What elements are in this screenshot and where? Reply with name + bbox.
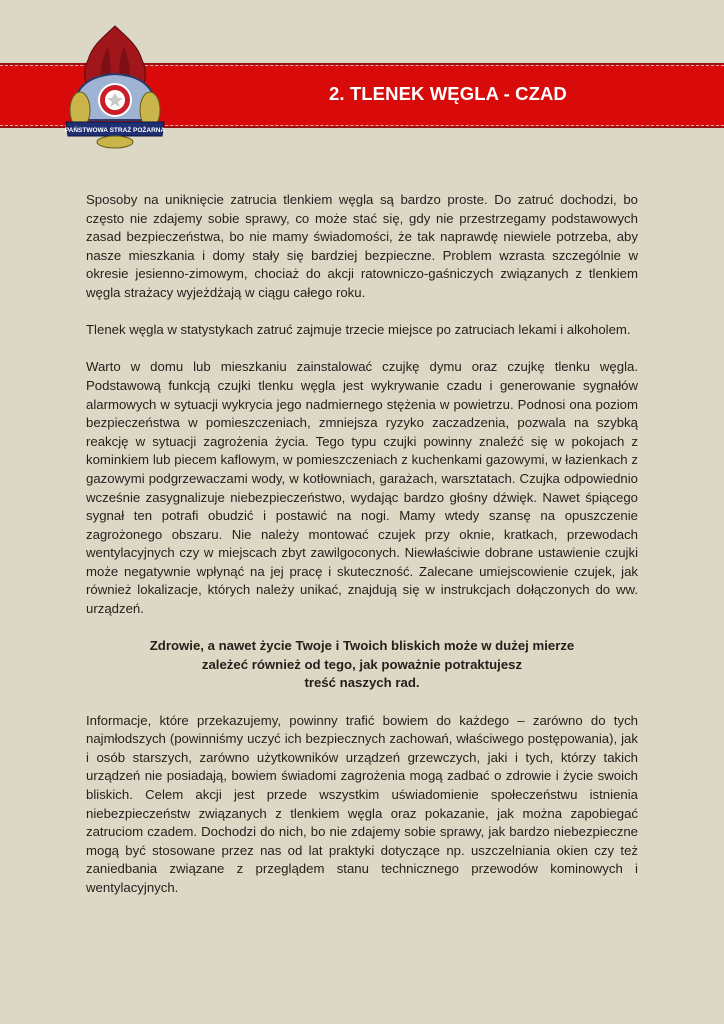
paragraph-statistics: Tlenek węgla w statystykach zatruć zajmuje trzecie miejsce po zatruciach lekami i alkoholem. [86,322,631,338]
article-body [86,191,638,916]
paragraph-detectors: Warto w domu lub mieszkaniu zainstalować czujkę dymu oraz czujkę tlenku węgla. Podstawową funkcją czujki tlenku węgla jest wykrywanie czadu i generowanie sygnałów alarmowych w sytuacji wykrycia jego nadmiernego stężenia w powietrzu. Podnosi ona poziom bezpieczeństwa w pomieszczeniach, zmniejsza ryzyko zaczadzenia, pozwala na szybką reakcję w sytuacji zagrożenia życia. Tego typu czujki powinny znaleźć się w pokojach z kominkiem lub piecem kaflowym, w pomieszczeniach z kuchenkami gazowymi, w łazienkach z gazowymi podgrzewaczami wody, w kotłowniach, garażach, warsztatach. Czujka odpowiednio wcześnie zasygnalizuje niebezpieczeństwo, wydając bardzo głośny dźwięk. Nawet śpiącego sygnał ten potrafi obudzić i postawić na nogi. Mamy wtedy szansę na opuszczenie zagrożonego obszaru. Nie należy montować czujek przy oknie, kratkach, przewodach wentylacyjnych czy w miejscach zbyt zawilgoconych. Niewłaściwie dobrane ustawienie czujki może negatywnie wpłynąć na jej pracę i skuteczność. Zalecane umiejscowienie czujek, jak również lokalizacje, których należy unikać, znajdują się w instrukcjach dołączonych do ww. urządzeń. [86,359,638,617]
emblem-text: PAŃSTWOWA STRAŻ POŻARNA [64,127,166,134]
fire-service-emblem-icon [62,24,168,152]
paragraph-intro: Sposoby na uniknięcie zatrucia tlenkiem węgla są bardzo proste. Do zatruć dochodzi, bo często nie zdajemy sobie sprawy, co może stać się, gdy nie przestrzegamy podstawowych zasad bezpieczeństwa, bo nie mamy świadomości, że tak naprawdę niewiele potrzeba, aby nasze mieszkania i domy stały się bardziej bezpieczne. Problem wzrasta szczególnie w okresie jesienno-zimowym, chociaż do akcji ratowniczo-gaśniczych związanych z tlenkiem węgla strażacy wyjeżdżają w ciągu całego roku. [86,192,638,300]
page-title: 2. TLENEK WĘGLA - CZAD [329,83,567,104]
callout-line: zależeć również od tego, jak poważnie potraktujesz [201,656,523,672]
paragraph-closing: Informacje, które przekazujemy, powinny trafić bowiem do każdego – zarówno do tych najmłodszych (powinniśmy uczyć ich bezpiecznych zachowań, właściwego postępowania), jak i osób starszych, zarówno użytkowników urządzeń grzewczych, jaki i tych, którzy takich urządzeń nie posiadają, bowiem świadomi zagrożenia mogą zadbać o zdrowie i życie swoich bliskich. Celem akcji jest przede wszystkim uświadomienie społeczeństwu istnienia niebezpieczeństw związanych z tlenkiem węgla oraz pokazanie, jak można zapobiegać zatruciom czadem. Dochodzi do nich, bo nie zdajemy sobie sprawy, jak bardzo niebezpieczne mogą być stosowane przez nas od lat praktyki dotyczące np. uszczelniania okien czy też zaniedbania związane z przeglądem stanu technicznego przewodów kominowych i wentylacyjnych. [86,712,638,895]
callout-line: treść naszych rad. [304,675,420,691]
callout-line: Zdrowie, a nawet życie Twoje i Twoich bliskich może w dużej mierze [149,638,575,654]
callout-quote [86,637,638,693]
